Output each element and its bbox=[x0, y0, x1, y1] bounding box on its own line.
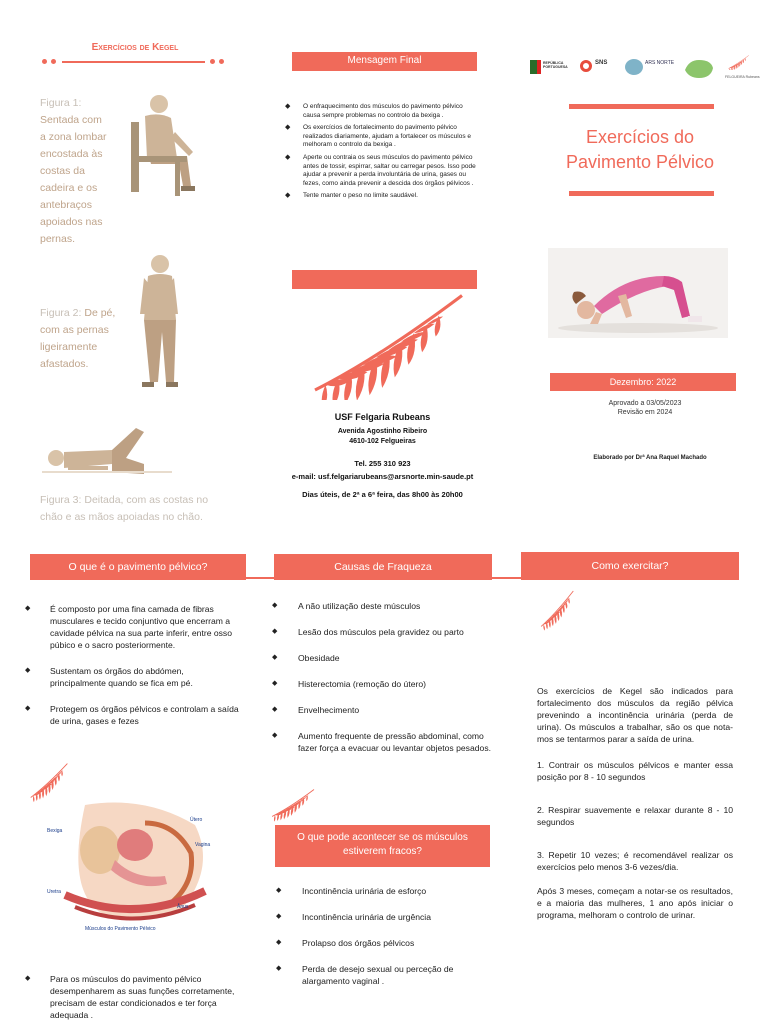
pelvic-muscles-diagram bbox=[45, 795, 220, 940]
lying-woman-illustration bbox=[42, 420, 172, 480]
list-item: ◆ Incontinência urinária de urgência bbox=[276, 911, 494, 923]
figure-3-label: Figura 3: bbox=[40, 494, 82, 506]
figure-2-label: Figura 2: bbox=[40, 307, 82, 319]
dot-decoration bbox=[219, 59, 224, 64]
figure-1-caption bbox=[40, 95, 110, 248]
phone-number: Tel. 255 310 923 bbox=[354, 459, 411, 468]
list-item: ◆ Tente manter o peso no limite saudável. bbox=[285, 192, 480, 201]
list-item: ◆ Protegem os órgãos pélvicos e controlam a saída de urina, gases e fezes bbox=[25, 703, 240, 727]
ars-norte-logo: ARS NORTE bbox=[625, 57, 680, 79]
dot-decoration bbox=[51, 59, 56, 64]
fern-leaf-icon bbox=[272, 780, 320, 826]
causes-list bbox=[272, 600, 492, 754]
title-line-2: Pavimento Pélvico bbox=[565, 152, 715, 172]
dot-decoration bbox=[42, 59, 47, 64]
causes-header: Causas de Fraqueza bbox=[274, 554, 492, 580]
kegel-title: Exercícios de Kegel bbox=[91, 42, 179, 53]
weak-muscles-header-text: O que pode acontecer se os músculos estiverem fracos? bbox=[297, 832, 468, 857]
title-bar-top bbox=[569, 104, 714, 109]
final-message-list bbox=[285, 103, 480, 201]
list-item: ◆ Os exercícios de fortalecimento do pavimento pélvico realizados diariamente, ajudam a fortalecer os músculos e melhoram o controlo da bexiga . bbox=[285, 124, 480, 150]
standing-woman-illustration bbox=[130, 252, 190, 392]
list-item: ◆ Sustentam os órgãos do abdómen, principalmente quando se fica em pé. bbox=[25, 665, 240, 689]
region-map-logo bbox=[682, 56, 716, 80]
list-item: ◆ Prolapso dos órgãos pélvicos bbox=[276, 937, 494, 949]
weak-muscles-header bbox=[275, 825, 490, 867]
republica-portuguesa-logo: REPÚBLICA PORTUGUESA bbox=[530, 60, 574, 76]
dot-decoration bbox=[210, 59, 215, 64]
seated-woman-illustration bbox=[115, 92, 220, 200]
usf-felgueira-logo: FELGUEIRA Rubeans bbox=[725, 54, 760, 84]
fern-leaf-icon bbox=[300, 290, 470, 400]
label-uretra: Uretra bbox=[47, 889, 61, 895]
final-message-header: Mensagem Final bbox=[292, 52, 477, 71]
kegel-title-bar bbox=[40, 42, 230, 66]
figure-3-caption bbox=[40, 492, 215, 526]
list-item: ◆ Incontinência urinária de esforço bbox=[276, 885, 494, 897]
bridge-exercise-photo bbox=[548, 248, 728, 338]
date-banner: Dezembro: 2022 bbox=[550, 373, 736, 391]
step-3: 3. Repetir 10 vezes; é recomendável realizar os exercícios pelo menos 3-6 vezes/dia. bbox=[537, 850, 733, 872]
sns-logo: SNS bbox=[580, 59, 620, 77]
address-line-2: 4610-102 Felgueiras bbox=[349, 438, 416, 445]
brochure-title bbox=[540, 125, 740, 175]
label-bexiga: Bexiga bbox=[47, 828, 63, 834]
list-item: ◆ Aumento frequente de pressão abdominal, como fazer força a evacuar ou levantar objetos pesados. bbox=[272, 730, 492, 754]
list-item: ◆ Aperte ou contraia os seus músculos do pavimento pélvico antes de tossir, espirrar, saltar ou carregar pesos. Isso pode ajudar a prevenir a perda involuntária de urina, gases ou fezes, como ainda prevenir a descida dos órgãos pélvicos . bbox=[285, 154, 480, 188]
step-1: 1. Contrair os músculos pélvicos e manter essa posição por 8 - 10 segundos bbox=[537, 760, 733, 782]
list-item: ◆ Envelhecimento bbox=[272, 704, 492, 716]
organization-name: USF Felgaria Rubeans bbox=[334, 412, 431, 422]
what-is-list bbox=[25, 603, 240, 727]
conditioning-note bbox=[25, 973, 245, 1021]
title-underline bbox=[62, 61, 205, 63]
label-vagina: Vagina bbox=[195, 842, 211, 848]
approved-date: Aprovado a 03/05/2023 bbox=[608, 400, 682, 407]
decorative-bar bbox=[292, 270, 477, 289]
fern-leaf-icon bbox=[537, 584, 583, 632]
diagram-caption: Músculos do Pavimento Pélvico bbox=[85, 926, 156, 932]
what-is-header: O que é o pavimento pélvico? bbox=[30, 554, 246, 580]
list-item: ◆ Obesidade bbox=[272, 652, 492, 664]
list-item: ◆ A não utilização deste músculos bbox=[272, 600, 492, 612]
intro-paragraph: Os exercícios de Kegel são indicados para fortalecimento dos músculos da região pélvica prevenindo a incontinência urinária (perda de urina). Os músculos a trabalhar, são os que nota-mos se tentarmos parar a saída de urina. bbox=[537, 686, 733, 744]
address-line-1: Avenida Agostinho Ribeiro bbox=[337, 428, 428, 435]
list-item: ◆ É composto por uma fina camada de fibras musculares e tecido conjuntivo que encerram a cavidade pélvica na sua parte inferir, entre osso púbico e o sacro posteriormente. bbox=[25, 603, 240, 651]
figure-2-text: De pé, com as pernas ligeiramente afastados. bbox=[40, 307, 116, 370]
author: Elaborado por Drª Ana Raquel Machado bbox=[593, 455, 707, 461]
list-item: ◆ Lesão dos músculos pela gravidez ou parto bbox=[272, 626, 492, 638]
label-anus: Ânus bbox=[177, 904, 189, 910]
list-item: ◆ Para os músculos do pavimento pélvico desempenharem as suas funções corretamente, precisam de estar condicionados e ter força adequada . bbox=[25, 973, 245, 1021]
list-item: ◆ Histerectomia (remoção do útero) bbox=[272, 678, 492, 690]
logos-row bbox=[530, 54, 760, 84]
figure-1-label: Figura 1: bbox=[40, 97, 82, 109]
contact-block bbox=[280, 412, 485, 499]
results-paragraph: Após 3 meses, começam a notar-se os resultados, e a maioria das mulheres, 1 ano após iniciar o programa, melhoram o controlo de urinar. bbox=[537, 886, 733, 920]
email-address[interactable]: e-mail: usf.felgariarubeans@arsnorte.min-saude.pt bbox=[291, 472, 474, 481]
title-line-1: Exercícios do bbox=[585, 127, 695, 147]
consequences-list bbox=[276, 885, 494, 987]
list-item: ◆ O enfraquecimento dos músculos do pavimento pélvico causa sempre problemas no controlo da bexiga . bbox=[285, 103, 480, 120]
figure-2-caption bbox=[40, 305, 120, 373]
figure-3-text: Deitada, com as costas no chão e as mãos apoiadas no chão. bbox=[40, 494, 209, 523]
list-item: ◆ Perda de desejo sexual ou perceção de alargamento vaginal . bbox=[276, 963, 494, 987]
revision-date: Revisão em 2024 bbox=[617, 409, 673, 416]
label-utero: Útero bbox=[190, 817, 203, 823]
how-to-exercise-content bbox=[537, 685, 733, 921]
opening-hours: Dias úteis, de 2ª a 6ª feira, das 8h00 às 20h00 bbox=[302, 490, 463, 499]
how-to-exercise-header: Como exercitar? bbox=[521, 552, 739, 580]
title-bar-bottom bbox=[569, 191, 714, 196]
figure-1-text: Sentada com a zona lombar encostada às costas da cadeira e os antebraços apoiados nas pernas. bbox=[40, 114, 107, 245]
step-2: 2. Respirar suavemente e relaxar durante 8 - 10 segundos bbox=[537, 805, 733, 827]
approval-info bbox=[575, 399, 715, 417]
